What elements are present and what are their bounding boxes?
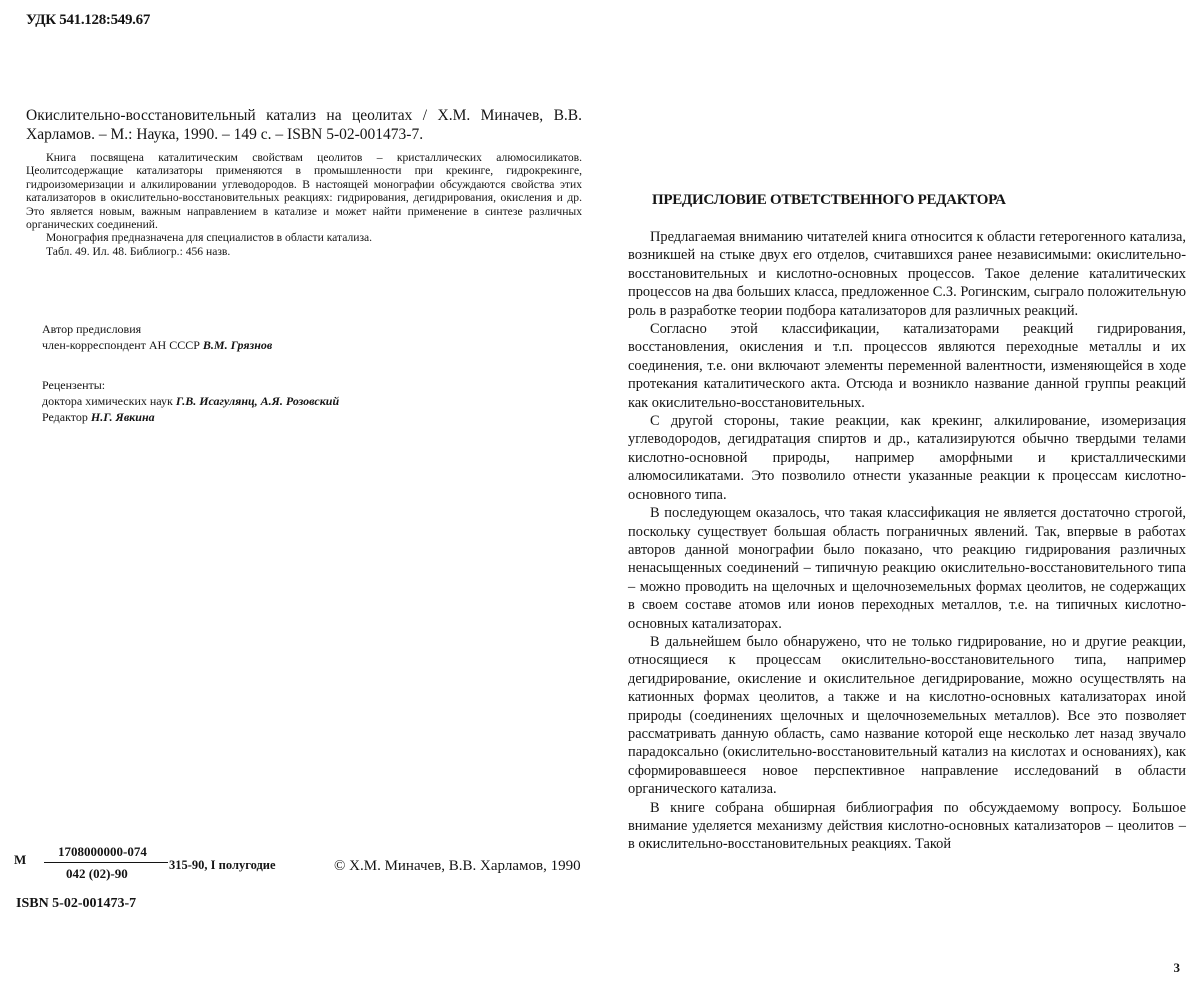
page-number: 3 xyxy=(1173,960,1180,975)
udk-code: УДК 541.128:549.67 xyxy=(26,12,151,28)
index-letter: М xyxy=(14,852,27,867)
annotation-counts: Табл. 49. Ил. 48. Библиогр.: 456 назв. xyxy=(46,244,231,258)
reviewers-role: доктора химических наук xyxy=(42,394,173,408)
paragraph: Предлагаемая вниманию читателей книга относится к области гетерогенного катализа, возникшей на стыке двух его отделов, считавшихся ранее независимыми: окислительно-восстановительных и кислотно-основных процессов. Такое деление каталитических процессов на два больших класса, предложенное С.З. Рогинским, сыграло положительную роль в разработке теории подбора катализаторов для различных реакций. xyxy=(628,229,1186,319)
reviewers-line xyxy=(42,393,339,409)
paragraph: В последующем оказалось, что такая классификация не является достаточно строгой, поскольку существует большая область пограничных явлений. Так, впервые в работах авторов данной монографии было показано, что реакцию гидрирования различных ненасыщенных соединений – типичную реакцию окислительно-восстановительного типа – можно проводить на щелочных и щелочноземельных формах цеолитов, не содержащих в своем составе атомов или ионов переходных металлов, т.е. на типичных кислотно-основных катализаторах. xyxy=(628,505,1186,632)
right-page xyxy=(600,0,1200,997)
foreword-author-role: член-корреспондент АН СССР xyxy=(42,338,200,352)
plan-code: 315-90, I полугодие xyxy=(169,858,276,872)
imprint-block xyxy=(14,842,584,922)
foreword-body xyxy=(628,228,1186,854)
index-fraction-top: 1708000000-074 xyxy=(58,844,147,859)
annotation-text: Книга посвящена каталитическим свойствам цеолитов – кристаллических алюмосиликатов. Цеолитсодержащие катализаторы применяются в промышленности при крекинге, гидрокрекинге, гидроизомеризации и алкилировании углеводородов. В настоящей монографии обсуждаются свойства этих катализаторов в окислительно-восстановительных реакциях: гидрирования, дегидрирования, окисления и др. Это является новым, важным направлением в катализе и может найти применение в синтезе различных органических соединений. xyxy=(26,151,582,232)
paragraph: С другой стороны, такие реакции, как крекинг, алкилирование, изомеризация углеводородов, дегидратация спиртов и др., катализируются обычно твердыми телами кислотно-основной природы, например аморфными и кристаллическими алюмосиликатами. Это позволило отнести указанные реакции к процессам кислотно-основного типа. xyxy=(628,413,1186,503)
reviewers-names: Г.В. Исагулянц, А.Я. Розовский xyxy=(175,394,340,408)
copyright: © Х.М. Миначев, В.В. Харламов, 1990 xyxy=(334,858,581,874)
paragraph: В дальнейшем было обнаружено, что не только гидрирование, но и другие реакции, относящиеся к процессам окислительно-восстановительного типа, например дегидрирование, окисление и окислительное дегидрирование, можно осуществлять на катионных формах цеолитов, а также и на кислотно-основных катализаторах иной природы (соединениях щелочных и щелочноземельных металлов). Все это позволяет рассматривать данную область, само название которой еще несколько лет назад звучало парадоксально (окислительно-восстановительный катализ на кислотах и основаниях), как сформировавшееся новое перспективное направление исследований в области органического катализа. xyxy=(628,633,1186,798)
foreword-author-block xyxy=(42,321,272,353)
fraction-line xyxy=(44,862,168,863)
isbn: ISBN 5-02-001473-7 xyxy=(16,896,137,911)
editor-label: Редактор xyxy=(42,410,88,424)
foreword-author-line xyxy=(42,337,272,353)
paragraph: В книге собрана обширная библиография по обсуждаемому вопросу. Большое внимание уделяется механизму действия кислотно-основных катализаторов – цеолитов – в окислительно-восстановительных реакциях. Такой xyxy=(628,799,1186,853)
paragraph: Согласно этой классификации, катализаторами реакций гидрирования, восстановления, окисления и т.п. процессов являются переходные металлы и их соединения, т.е. они включают элементы переменной валентности, изменяющейся в ходе протекания каталитического акта. Отсюда и возникло название данной группы реакций как окислительно-восстановительных. xyxy=(628,321,1186,411)
reviewers-label: Рецензенты: xyxy=(42,378,106,392)
annotation xyxy=(26,151,582,258)
reviewers-block xyxy=(42,377,339,425)
editor-line xyxy=(42,409,339,425)
foreword-author-label: Автор предисловия xyxy=(42,322,142,336)
annotation-audience: Монография предназначена для специалистов в области катализа. xyxy=(46,231,373,245)
foreword-heading: ПРЕДИСЛОВИЕ ОТВЕТСТВЕННОГО РЕДАКТОРА xyxy=(652,192,1006,208)
foreword-author-name: В.М. Грязнов xyxy=(202,338,273,352)
editor-name: Н.Г. Явкина xyxy=(90,410,155,424)
index-fraction-bottom: 042 (02)-90 xyxy=(66,866,128,881)
bibliographic-record: Окислительно-восстановительный катализ на цеолитах / Х.М. Миначев, В.В. Харламов. – М.: Наука, 1990. – 149 с. – ISBN 5-02-001473-7. xyxy=(26,107,582,143)
